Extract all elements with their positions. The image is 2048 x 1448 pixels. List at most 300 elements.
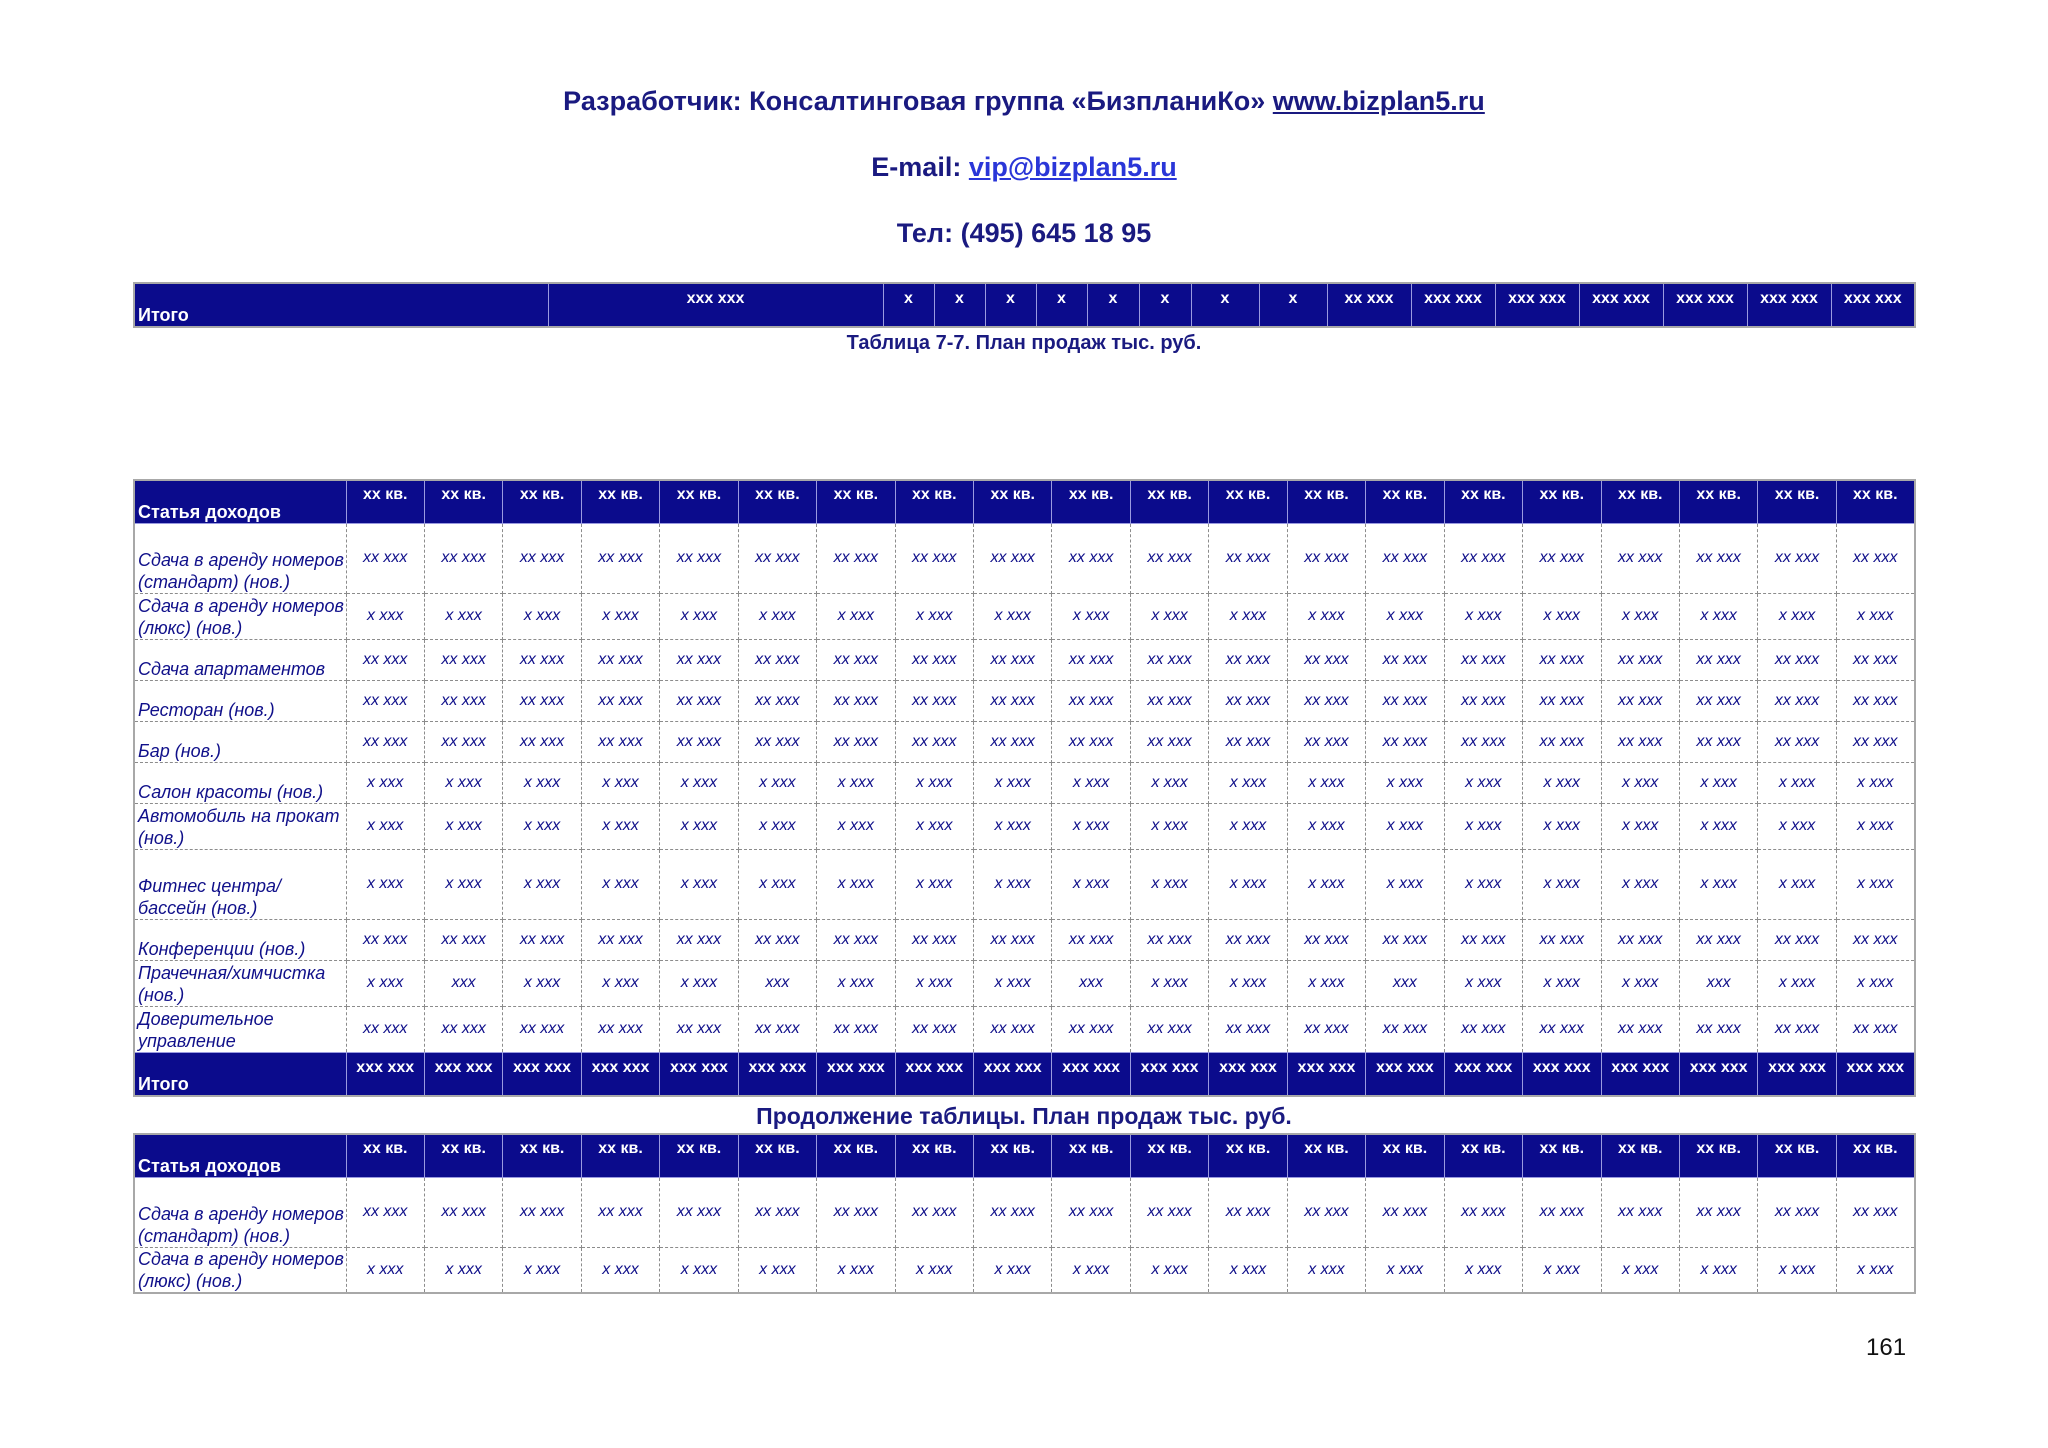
period-header: xx кв. bbox=[1130, 480, 1208, 523]
value-cell: xx xxx bbox=[1287, 1006, 1365, 1052]
value-cell: x xxx bbox=[346, 593, 424, 639]
total-value: x bbox=[1139, 283, 1191, 327]
income-item-header: Статья доходов bbox=[134, 1134, 346, 1177]
value-cell: x xxx bbox=[660, 803, 738, 849]
period-header: xx кв. bbox=[1366, 480, 1444, 523]
value-cell: x xxx bbox=[817, 849, 895, 919]
value-cell: xx xxx bbox=[738, 1006, 816, 1052]
value-cell: x xxx bbox=[1758, 849, 1836, 919]
period-header: xx кв. bbox=[1287, 1134, 1365, 1177]
value-cell: xx xxx bbox=[1130, 639, 1208, 680]
total-value: xxx xxx bbox=[1411, 283, 1495, 327]
value-cell: xx xxx bbox=[1209, 1006, 1287, 1052]
value-cell: x xxx bbox=[1601, 849, 1679, 919]
total-value: xxx xxx bbox=[738, 1052, 816, 1096]
value-cell: x xxx bbox=[1523, 803, 1601, 849]
value-cell: xx xxx bbox=[1052, 1006, 1130, 1052]
period-header: xx кв. bbox=[1287, 480, 1365, 523]
value-cell: xx xxx bbox=[424, 1006, 502, 1052]
value-cell: x xxx bbox=[1287, 1247, 1365, 1293]
value-cell: x xxx bbox=[1601, 803, 1679, 849]
value-cell: xx xxx bbox=[660, 1006, 738, 1052]
value-cell: x xxx bbox=[424, 849, 502, 919]
value-cell: x xxx bbox=[1130, 803, 1208, 849]
value-cell: xx xxx bbox=[1130, 1177, 1208, 1247]
period-header: xx кв. bbox=[581, 1134, 659, 1177]
value-cell: xx xxx bbox=[1366, 639, 1444, 680]
value-cell: x xxx bbox=[1601, 593, 1679, 639]
value-cell: xx xxx bbox=[581, 919, 659, 960]
value-cell: xx xxx bbox=[1287, 639, 1365, 680]
period-header: xx кв. bbox=[1444, 1134, 1522, 1177]
total-value: xxx xxx bbox=[895, 1052, 973, 1096]
value-cell: xx xxx bbox=[1601, 919, 1679, 960]
period-header: xx кв. bbox=[503, 1134, 581, 1177]
value-cell: x xxx bbox=[424, 1247, 502, 1293]
total-value: xxx xxx bbox=[346, 1052, 424, 1096]
phone-line: Тел: (495) 645 18 95 bbox=[896, 218, 1152, 248]
value-cell: x xxx bbox=[1679, 1247, 1757, 1293]
value-cell: xx xxx bbox=[1523, 919, 1601, 960]
value-cell: x xxx bbox=[1130, 1247, 1208, 1293]
total-value: xxx xxx bbox=[424, 1052, 502, 1096]
value-cell: xx xxx bbox=[1209, 523, 1287, 593]
value-cell: x xxx bbox=[1444, 849, 1522, 919]
value-cell: xx xxx bbox=[424, 1177, 502, 1247]
table-row bbox=[134, 762, 1915, 803]
value-cell: xx xxx bbox=[660, 639, 738, 680]
total-label: Итого bbox=[134, 283, 548, 327]
value-cell: xx xxx bbox=[817, 721, 895, 762]
table-row bbox=[134, 849, 1915, 919]
total-value: xxx xxx bbox=[1663, 283, 1747, 327]
income-item-label: Ресторан (нов.) bbox=[134, 680, 346, 721]
value-cell: x xxx bbox=[660, 849, 738, 919]
value-cell: xx xxx bbox=[895, 721, 973, 762]
value-cell: xx xxx bbox=[895, 680, 973, 721]
value-cell: x xxx bbox=[1209, 849, 1287, 919]
value-cell: xx xxx bbox=[1758, 721, 1836, 762]
value-cell: x xxx bbox=[895, 803, 973, 849]
value-cell: x xxx bbox=[503, 803, 581, 849]
value-cell: xx xxx bbox=[1679, 680, 1757, 721]
income-item-label: Бар (нов.) bbox=[134, 721, 346, 762]
period-header: xx кв. bbox=[817, 480, 895, 523]
value-cell: xx xxx bbox=[738, 721, 816, 762]
value-cell: xx xxx bbox=[895, 1006, 973, 1052]
table-row bbox=[134, 1006, 1915, 1052]
value-cell: xx xxx bbox=[974, 523, 1052, 593]
value-cell: xx xxx bbox=[1209, 680, 1287, 721]
value-cell: xx xxx bbox=[1758, 639, 1836, 680]
value-cell: x xxx bbox=[503, 960, 581, 1006]
previous-table-total bbox=[133, 282, 1916, 328]
value-cell: x xxx bbox=[1758, 803, 1836, 849]
value-cell: xx xxx bbox=[1523, 1177, 1601, 1247]
value-cell: x xxx bbox=[1287, 849, 1365, 919]
value-cell: x xxx bbox=[895, 593, 973, 639]
value-cell: x xxx bbox=[974, 1247, 1052, 1293]
total-value: xxx xxx bbox=[1495, 283, 1579, 327]
table-row bbox=[134, 593, 1915, 639]
value-cell: xx xxx bbox=[817, 639, 895, 680]
table-row bbox=[134, 1247, 1915, 1293]
value-cell: x xxx bbox=[1523, 762, 1601, 803]
value-cell: xxx bbox=[1679, 960, 1757, 1006]
value-cell: xx xxx bbox=[1444, 919, 1522, 960]
value-cell: xx xxx bbox=[424, 721, 502, 762]
total-value: xxx xxx bbox=[1747, 283, 1831, 327]
period-header: xx кв. bbox=[1836, 480, 1914, 523]
value-cell: xx xxx bbox=[1836, 1006, 1914, 1052]
value-cell: x xxx bbox=[974, 849, 1052, 919]
value-cell: x xxx bbox=[346, 960, 424, 1006]
value-cell: x xxx bbox=[1366, 762, 1444, 803]
value-cell: xx xxx bbox=[1209, 1177, 1287, 1247]
period-header: xx кв. bbox=[1836, 1134, 1914, 1177]
value-cell: xx xxx bbox=[581, 1177, 659, 1247]
value-cell: xx xxx bbox=[503, 1177, 581, 1247]
value-cell: xx xxx bbox=[1836, 721, 1914, 762]
period-header: xx кв. bbox=[1758, 1134, 1836, 1177]
value-cell: x xxx bbox=[1130, 960, 1208, 1006]
value-cell: x xxx bbox=[581, 803, 659, 849]
value-cell: xx xxx bbox=[895, 639, 973, 680]
value-cell: x xxx bbox=[738, 803, 816, 849]
value-cell: x xxx bbox=[1679, 762, 1757, 803]
value-cell: xx xxx bbox=[1523, 639, 1601, 680]
total-value: xxx xxx bbox=[1209, 1052, 1287, 1096]
period-header: xx кв. bbox=[1679, 480, 1757, 523]
value-cell: xx xxx bbox=[346, 1006, 424, 1052]
value-cell: xxx bbox=[1052, 960, 1130, 1006]
value-cell: x xxx bbox=[1836, 593, 1914, 639]
value-cell: x xxx bbox=[660, 593, 738, 639]
value-cell: xx xxx bbox=[1679, 1006, 1757, 1052]
total-value: xxx xxx bbox=[1444, 1052, 1522, 1096]
value-cell: xx xxx bbox=[1052, 639, 1130, 680]
value-cell: x xxx bbox=[738, 762, 816, 803]
value-cell: x xxx bbox=[1366, 803, 1444, 849]
period-header: xx кв. bbox=[346, 480, 424, 523]
period-header: xx кв. bbox=[1366, 1134, 1444, 1177]
value-cell: x xxx bbox=[1366, 1247, 1444, 1293]
value-cell: xx xxx bbox=[346, 523, 424, 593]
value-cell: x xxx bbox=[1052, 593, 1130, 639]
value-cell: x xxx bbox=[1209, 593, 1287, 639]
value-cell: x xxx bbox=[1758, 960, 1836, 1006]
value-cell: xx xxx bbox=[1758, 680, 1836, 721]
value-cell: x xxx bbox=[581, 593, 659, 639]
value-cell: xx xxx bbox=[424, 639, 502, 680]
value-cell: x xxx bbox=[1836, 1247, 1914, 1293]
income-item-label: Автомобиль на прокат (нов.) bbox=[134, 803, 346, 849]
period-header: xx кв. bbox=[738, 1134, 816, 1177]
value-cell: xx xxx bbox=[817, 523, 895, 593]
value-cell: xx xxx bbox=[660, 919, 738, 960]
total-value: xxx xxx bbox=[817, 1052, 895, 1096]
period-header: xx кв. bbox=[424, 1134, 502, 1177]
value-cell: xx xxx bbox=[1601, 1006, 1679, 1052]
value-cell: xx xxx bbox=[1444, 721, 1522, 762]
value-cell: x xxx bbox=[817, 803, 895, 849]
value-cell: xx xxx bbox=[1836, 1177, 1914, 1247]
value-cell: xx xxx bbox=[974, 639, 1052, 680]
total-label: Итого bbox=[134, 1052, 346, 1096]
table-row bbox=[134, 721, 1915, 762]
value-cell: xx xxx bbox=[1758, 523, 1836, 593]
value-cell: xx xxx bbox=[1679, 1177, 1757, 1247]
total-row bbox=[134, 283, 1915, 327]
value-cell: x xxx bbox=[738, 849, 816, 919]
value-cell: x xxx bbox=[1836, 849, 1914, 919]
value-cell: xx xxx bbox=[346, 721, 424, 762]
value-cell: xx xxx bbox=[1444, 523, 1522, 593]
value-cell: xx xxx bbox=[424, 523, 502, 593]
value-cell: x xxx bbox=[660, 1247, 738, 1293]
period-header: xx кв. bbox=[1523, 1134, 1601, 1177]
value-cell: x xxx bbox=[1836, 960, 1914, 1006]
value-cell: xxx bbox=[1366, 960, 1444, 1006]
period-header: xx кв. bbox=[974, 1134, 1052, 1177]
value-cell: x xxx bbox=[895, 1247, 973, 1293]
income-item-label: Сдача в аренду номеров (стандарт) (нов.) bbox=[134, 523, 346, 593]
total-value: xxx xxx bbox=[1287, 1052, 1365, 1096]
table-header-row bbox=[134, 1134, 1915, 1177]
value-cell: xx xxx bbox=[817, 680, 895, 721]
value-cell: x xxx bbox=[1444, 1247, 1522, 1293]
email-link[interactable]: vip@bizplan5.ru bbox=[968, 152, 1177, 182]
value-cell: x xxx bbox=[1052, 1247, 1130, 1293]
value-cell: x xxx bbox=[346, 1247, 424, 1293]
total-value: xxx xxx bbox=[660, 1052, 738, 1096]
table-caption: Таблица 7-7. План продаж тыс. руб. bbox=[846, 332, 1202, 354]
total-value: x bbox=[883, 283, 934, 327]
value-cell: xx xxx bbox=[581, 523, 659, 593]
developer-text: Разработчик: Консалтинговая группа «БизпланиКо» bbox=[563, 86, 1266, 116]
value-cell: x xxx bbox=[1523, 849, 1601, 919]
income-item-label: Конференции (нов.) bbox=[134, 919, 346, 960]
value-cell: x xxx bbox=[1052, 803, 1130, 849]
value-cell: xx xxx bbox=[1601, 523, 1679, 593]
value-cell: x xxx bbox=[1209, 762, 1287, 803]
email-label: E-mail: bbox=[871, 152, 962, 182]
value-cell: xx xxx bbox=[1679, 523, 1757, 593]
value-cell: xx xxx bbox=[738, 680, 816, 721]
value-cell: xx xxx bbox=[738, 523, 816, 593]
value-cell: x xxx bbox=[1287, 803, 1365, 849]
value-cell: xx xxx bbox=[1052, 721, 1130, 762]
total-value: xxx xxx bbox=[1679, 1052, 1757, 1096]
value-cell: xx xxx bbox=[503, 639, 581, 680]
developer-line bbox=[0, 86, 2048, 117]
value-cell: x xxx bbox=[1601, 960, 1679, 1006]
value-cell: xx xxx bbox=[1601, 639, 1679, 680]
value-cell: xx xxx bbox=[1052, 680, 1130, 721]
value-cell: xx xxx bbox=[1523, 721, 1601, 762]
value-cell: xx xxx bbox=[1287, 919, 1365, 960]
period-header: xx кв. bbox=[895, 1134, 973, 1177]
value-cell: xx xxx bbox=[738, 1177, 816, 1247]
total-value: xxx xxx bbox=[974, 1052, 1052, 1096]
table-row bbox=[134, 803, 1915, 849]
value-cell: xx xxx bbox=[581, 1006, 659, 1052]
value-cell: x xxx bbox=[817, 960, 895, 1006]
period-header: xx кв. bbox=[1601, 480, 1679, 523]
value-cell: xxx bbox=[738, 960, 816, 1006]
total-value: x bbox=[1191, 283, 1259, 327]
value-cell: x xxx bbox=[1758, 593, 1836, 639]
income-item-label: Сдача в аренду номеров (стандарт) (нов.) bbox=[134, 1177, 346, 1247]
table-row bbox=[134, 960, 1915, 1006]
value-cell: xx xxx bbox=[346, 919, 424, 960]
total-value: x bbox=[985, 283, 1036, 327]
total-value: x bbox=[934, 283, 985, 327]
total-value: xxx xxx bbox=[1758, 1052, 1836, 1096]
value-cell: xx xxx bbox=[1209, 639, 1287, 680]
value-cell: x xxx bbox=[974, 803, 1052, 849]
value-cell: x xxx bbox=[738, 1247, 816, 1293]
period-header: xx кв. bbox=[738, 480, 816, 523]
value-cell: xx xxx bbox=[660, 523, 738, 593]
value-cell: xx xxx bbox=[817, 1177, 895, 1247]
value-cell: xx xxx bbox=[1209, 919, 1287, 960]
value-cell: xx xxx bbox=[1601, 1177, 1679, 1247]
value-cell: xx xxx bbox=[1130, 1006, 1208, 1052]
value-cell: xx xxx bbox=[974, 919, 1052, 960]
sales-plan-table bbox=[133, 479, 1916, 1097]
value-cell: xx xxx bbox=[1836, 523, 1914, 593]
value-cell: x xxx bbox=[503, 849, 581, 919]
total-value: xxx xxx bbox=[1052, 1052, 1130, 1096]
period-header: xx кв. bbox=[1209, 1134, 1287, 1177]
value-cell: x xxx bbox=[581, 960, 659, 1006]
value-cell: xx xxx bbox=[660, 1177, 738, 1247]
value-cell: x xxx bbox=[1287, 762, 1365, 803]
value-cell: x xxx bbox=[503, 593, 581, 639]
value-cell: xx xxx bbox=[817, 1006, 895, 1052]
period-header: xx кв. bbox=[424, 480, 502, 523]
total-value: xxx xxx bbox=[1523, 1052, 1601, 1096]
value-cell: xx xxx bbox=[581, 721, 659, 762]
table-row bbox=[134, 919, 1915, 960]
table-header-row bbox=[134, 480, 1915, 523]
total-value: x bbox=[1036, 283, 1087, 327]
value-cell: xx xxx bbox=[895, 1177, 973, 1247]
value-cell: xx xxx bbox=[581, 680, 659, 721]
value-cell: x xxx bbox=[1287, 593, 1365, 639]
value-cell: xx xxx bbox=[895, 919, 973, 960]
value-cell: x xxx bbox=[1679, 803, 1757, 849]
total-value: xxx xxx bbox=[581, 1052, 659, 1096]
period-header: xx кв. bbox=[1523, 480, 1601, 523]
value-cell: xx xxx bbox=[1130, 523, 1208, 593]
value-cell: x xxx bbox=[660, 960, 738, 1006]
value-cell: x xxx bbox=[895, 849, 973, 919]
value-cell: xx xxx bbox=[503, 919, 581, 960]
value-cell: xxx bbox=[424, 960, 502, 1006]
total-value: xxx xxx bbox=[1831, 283, 1915, 327]
period-header: xx кв. bbox=[1209, 480, 1287, 523]
value-cell: xx xxx bbox=[1758, 1006, 1836, 1052]
value-cell: xx xxx bbox=[1130, 919, 1208, 960]
value-cell: x xxx bbox=[424, 593, 502, 639]
value-cell: x xxx bbox=[1836, 762, 1914, 803]
value-cell: x xxx bbox=[346, 803, 424, 849]
value-cell: x xxx bbox=[1209, 1247, 1287, 1293]
value-cell: x xxx bbox=[346, 849, 424, 919]
period-header: xx кв. bbox=[1444, 480, 1522, 523]
sales-plan-table-continued bbox=[133, 1133, 1916, 1294]
value-cell: xx xxx bbox=[1836, 680, 1914, 721]
value-cell: xx xxx bbox=[1366, 1006, 1444, 1052]
value-cell: xx xxx bbox=[1052, 1177, 1130, 1247]
period-header: xx кв. bbox=[346, 1134, 424, 1177]
total-value: xxx xxx bbox=[1366, 1052, 1444, 1096]
value-cell: xx xxx bbox=[1679, 919, 1757, 960]
value-cell: xx xxx bbox=[1130, 680, 1208, 721]
value-cell: xx xxx bbox=[1679, 639, 1757, 680]
site-link[interactable]: www.bizplan5.ru bbox=[1272, 86, 1485, 116]
value-cell: xx xxx bbox=[1601, 721, 1679, 762]
value-cell: x xxx bbox=[1130, 849, 1208, 919]
value-cell: x xxx bbox=[1209, 803, 1287, 849]
value-cell: xx xxx bbox=[1836, 919, 1914, 960]
value-cell: xx xxx bbox=[1287, 1177, 1365, 1247]
value-cell: xx xxx bbox=[1366, 919, 1444, 960]
value-cell: x xxx bbox=[1366, 593, 1444, 639]
value-cell: x xxx bbox=[1052, 762, 1130, 803]
value-cell: x xxx bbox=[817, 1247, 895, 1293]
value-cell: x xxx bbox=[1209, 960, 1287, 1006]
value-cell: x xxx bbox=[1601, 1247, 1679, 1293]
period-header: xx кв. bbox=[974, 480, 1052, 523]
value-cell: xx xxx bbox=[660, 680, 738, 721]
value-cell: xx xxx bbox=[1444, 1177, 1522, 1247]
email-line bbox=[0, 152, 2048, 183]
value-cell: xx xxx bbox=[1758, 1177, 1836, 1247]
table-row bbox=[134, 1177, 1915, 1247]
value-cell: xx xxx bbox=[1209, 721, 1287, 762]
period-header: xx кв. bbox=[1052, 480, 1130, 523]
value-cell: x xxx bbox=[1130, 762, 1208, 803]
total-value: xxx xxx bbox=[1579, 283, 1663, 327]
value-cell: x xxx bbox=[974, 960, 1052, 1006]
value-cell: xx xxx bbox=[503, 523, 581, 593]
value-cell: x xxx bbox=[1052, 849, 1130, 919]
period-header: xx кв. bbox=[503, 480, 581, 523]
value-cell: x xxx bbox=[817, 762, 895, 803]
income-item-label: Сдача в аренду номеров (люкс) (нов.) bbox=[134, 1247, 346, 1293]
value-cell: x xxx bbox=[1523, 593, 1601, 639]
value-cell: xx xxx bbox=[895, 523, 973, 593]
value-cell: x xxx bbox=[1758, 762, 1836, 803]
table-row bbox=[134, 680, 1915, 721]
value-cell: xx xxx bbox=[1601, 680, 1679, 721]
value-cell: xx xxx bbox=[346, 639, 424, 680]
value-cell: xx xxx bbox=[1366, 721, 1444, 762]
value-cell: x xxx bbox=[660, 762, 738, 803]
total-row bbox=[134, 1052, 1915, 1096]
value-cell: xx xxx bbox=[424, 919, 502, 960]
value-cell: xx xxx bbox=[1679, 721, 1757, 762]
value-cell: xx xxx bbox=[1444, 680, 1522, 721]
value-cell: xx xxx bbox=[1052, 523, 1130, 593]
income-item-label: Фитнес центра/бассейн (нов.) bbox=[134, 849, 346, 919]
table-row bbox=[134, 639, 1915, 680]
value-cell: x xxx bbox=[1679, 593, 1757, 639]
income-item-header: Статья доходов bbox=[134, 480, 346, 523]
